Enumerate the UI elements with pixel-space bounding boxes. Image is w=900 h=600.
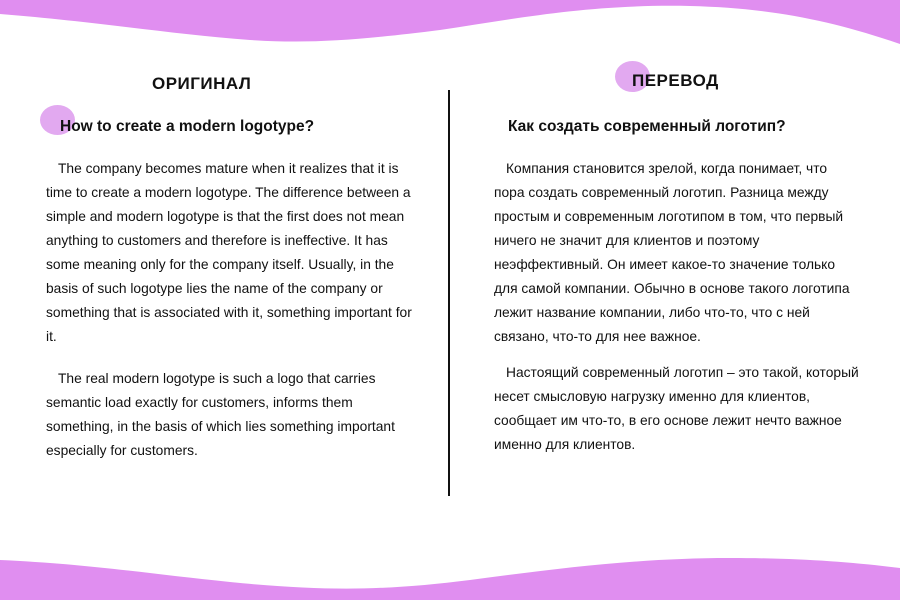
- top-wave-shape: [0, 0, 900, 44]
- bottom-wave-shape: [0, 558, 900, 600]
- original-heading: How to create a modern logotype?: [60, 118, 315, 135]
- translation-paragraph-1: Компания становится зрелой, когда понимает, что пора создать современный логотип. Разница между простым и современным логотипом в том, что первый ничего не значит для клиентов и поэтому неэффективный. Он имеет какое-то значение только для самой компании. Обычно в основе такого логотипа лежит название компании, либо что-то, что с ней связано, что-то для нее важное.: [494, 161, 850, 344]
- translation-title: ПЕРЕВОД: [632, 71, 719, 90]
- bottom-wave-decoration: [0, 550, 900, 600]
- original-title: ОРИГИНАЛ: [152, 74, 252, 93]
- translation-paragraph-2: Настоящий современный логотип – это такой, который несет смысловую нагрузку именно для клиентов, сообщает им что-то, в его основе лежит нечто важное именно для клиентов.: [494, 365, 859, 452]
- column-divider: [448, 90, 450, 496]
- original-paragraph-2: The real modern logotype is such a logo that carries semantic load exactly for customers, informs them something, in the basis of which lies something important especially for customers.: [46, 371, 395, 458]
- original-paragraph-1: The company becomes mature when it realizes that it is time to create a modern logotype. The difference between a simple and modern logotype is that the first does not mean anything to customers and therefore is ineffective. It has some meaning only for the company itself. Usually, in the basis of such logotype lies the name of the company or something that is associated with it, something important for it.: [46, 161, 412, 344]
- top-wave-decoration: [0, 0, 900, 50]
- translation-heading: Как создать современный логотип?: [508, 118, 786, 135]
